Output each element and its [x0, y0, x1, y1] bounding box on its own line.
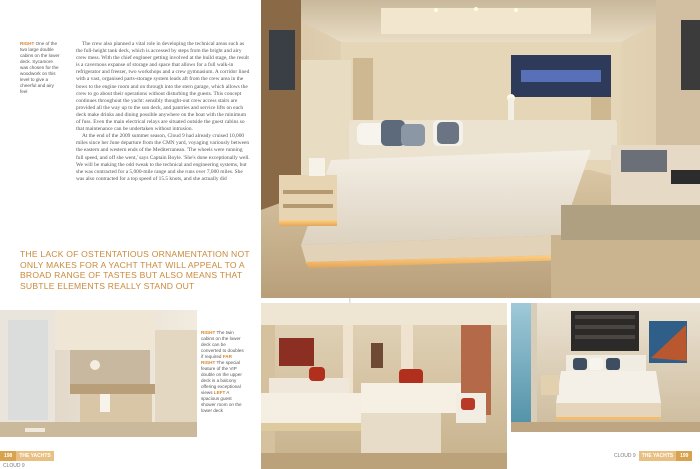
vip-double-image: [511, 303, 700, 432]
double-cabin-image: [261, 0, 700, 298]
caption-text: The twin cabins on the lower deck can be converted to doubles if required: [201, 330, 244, 359]
pull-quote: THE LACK OF OSTENTATIOUS ORNAMENTATION NOT ONLY MAKES FOR A YACHT THAT WILL APPEAL TO A BROAD RANGE OF TASTES BUT ALSO MEANS THAT SUBTLE ELEMENTS REALLY STAND OUT: [20, 249, 250, 291]
caption-tag: RIGHT: [20, 41, 35, 46]
caption-tag: LEFT: [213, 390, 226, 395]
photo-caption-top: [20, 41, 62, 95]
page-number: 198: [0, 451, 16, 461]
article-name: CLOUD 9: [3, 463, 25, 469]
caption-text: A spacious guest shower room on the lower deck: [201, 390, 242, 413]
photo-caption-mid: [201, 330, 245, 414]
shower-room-image: [0, 310, 197, 437]
section-label: THE YACHTS: [639, 451, 676, 461]
photo-double-cabin: [261, 0, 700, 298]
twin-cabin-image: [261, 303, 507, 469]
caption-text: The special feature of the VIP double on the upper deck is a balcony offering exceptional views: [201, 360, 242, 395]
caption-tag: FAR RIGHT: [201, 354, 232, 365]
caption-tag: RIGHT: [201, 330, 216, 335]
body-paragraph-1: The crew also planned a vital role in developing the technical areas such as the full-height tank deck, which is accessed by steps from the bright and airy crew mess. With the chief engineer getting involved at the build stage, the result is a cavernous expanse of storage and space that allows for a full walk-in refrigerator and freezer, two workshops and a crew gymnasium. A corridor lined with a vast, organised parts-storage system leads aft from the crew area in the bows to the engine room and on through into the stern garage, which allows the crew to go about their operations without disturbing the guests. This concept continues throughout the yacht: sensibly thought-out crew access stairs are provided all the way up to the sun deck, and pantries and service lifts on each deck make drinks and dining possible anywhere on the boat with the minimum of fuss. Even the main electrical relays are situated outside the guest cabins so that maintenance can be undertaken without intrusion.: [76, 41, 250, 133]
photo-guest-shower-room: [0, 310, 197, 437]
page-number: 199: [676, 451, 692, 461]
folio-left: [0, 451, 78, 469]
body-paragraph-2: At the end of the 2009 summer season, Cloud 9 had already cruised 10,000 miles since her June departure from the CMN yard, voyaging variously between the eastern and western ends of the Mediterranean. 'The wheels were running full speed, and off she went,' says Captain Boyle. 'She's done exceptionally well. We will be making the odd tweak to the technical and engineering systems, but she was contracted for a 5,000-mile range and she runs over 7,000 miles. She was also contracted for a top speed of 15.5 knots, and she actually did: [76, 133, 250, 182]
photo-twin-cabin: [261, 303, 507, 469]
section-label: THE YACHTS: [16, 451, 53, 461]
caption-text: One of the two large double cabins on the lower deck. Sycamore was chosen for the woodwork on this level to give a cheerful and airy feel: [20, 41, 60, 94]
article-name: CLOUD 9: [614, 453, 636, 459]
photo-vip-double-balcony: [511, 303, 700, 432]
folio-right: [611, 451, 700, 461]
article-body: [76, 41, 250, 183]
